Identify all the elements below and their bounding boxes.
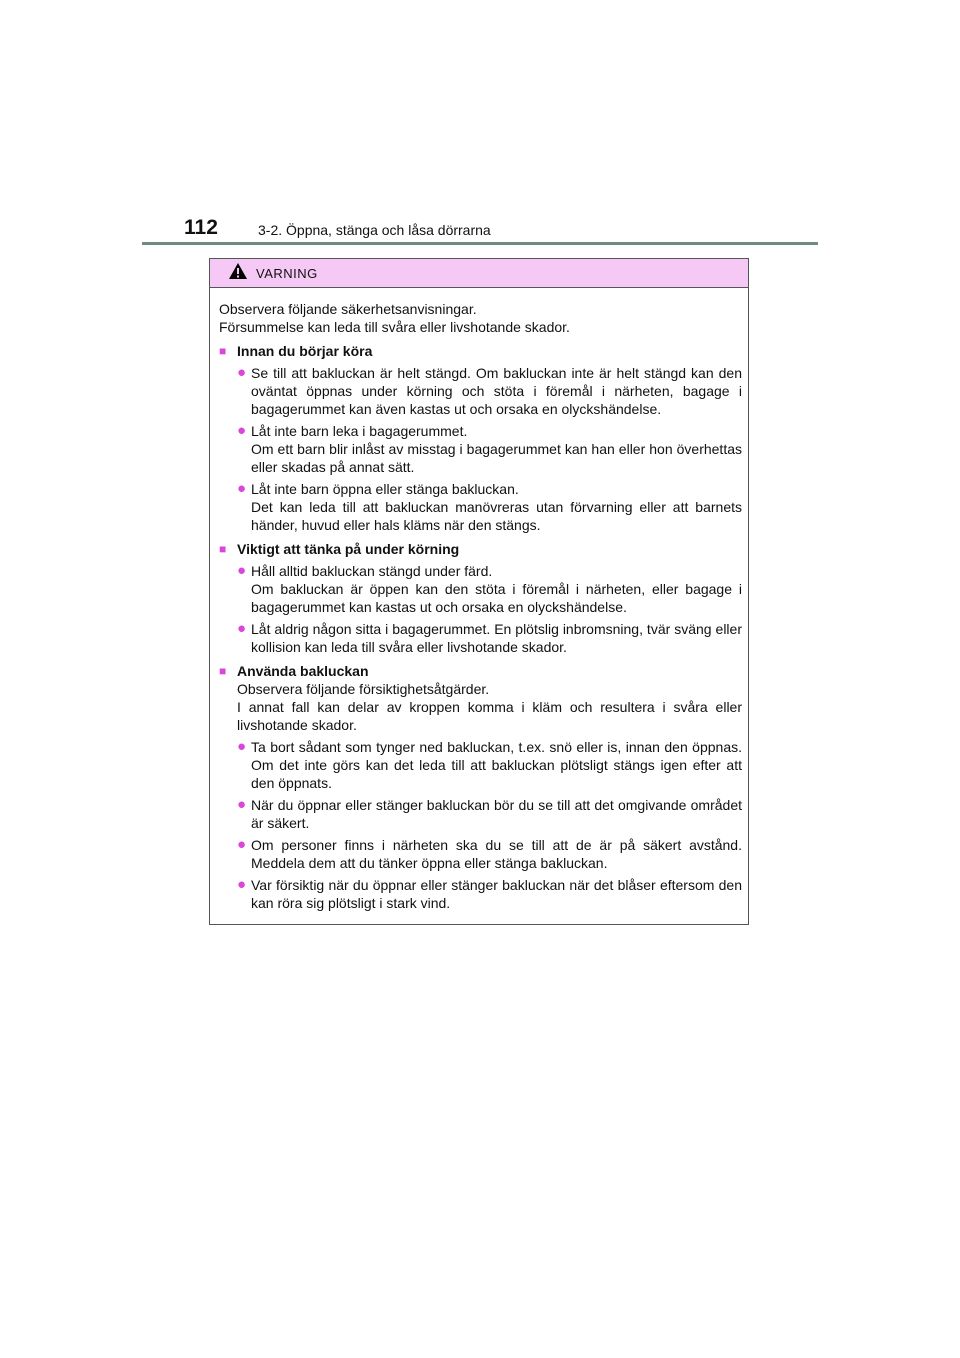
description-line: Observera följande försiktighetsåtgärder. [237,681,490,697]
bullet-item [219,836,742,872]
warning-sections [219,342,742,912]
bullet-text [251,796,742,832]
bullet-line: Om ett barn blir inlåst av misstag i bagagerummet kan han eller hon överhettas eller skadas på annat sätt. [251,441,742,475]
bullet-text [251,738,742,792]
bullet-item [219,876,742,912]
description-line: I annat fall kan delar av kroppen komma i kläm och resultera i svåra eller livshotande skador. [237,699,742,733]
warning-body [210,288,748,912]
bullet-item [219,364,742,418]
bullet-text [251,422,742,476]
warning-triangle-icon [228,262,248,285]
round-bullet-icon: ● [237,364,247,381]
bullet-line: Låt inte barn leka i bagagerummet. [251,423,468,439]
intro-line: Observera följande säkerhetsanvisningar. [219,301,477,317]
section-heading-text: Använda bakluckan [237,663,369,679]
bullet-item [219,738,742,792]
round-bullet-icon: ● [237,422,247,439]
bullet-line: Håll alltid bakluckan stängd under färd. [251,563,493,579]
warning-section [219,540,742,656]
intro-line: Försummelse kan leda till svåra eller livshotande skador. [219,319,570,335]
bullet-line: Se till att bakluckan är helt stängd. Om bakluckan inte är helt stängd kan den oväntat öppnas under körning och stöta i föremål i närheten, bagage i bagagerummet kan även kastas ut och orsaka en olyckshändelse. [251,365,742,417]
bullet-text [251,364,742,418]
bullet-item [219,480,742,534]
bullet-line: Ta bort sådant som tynger ned bakluckan, t.ex. snö eller is, innan den öppnas. Om det inte görs kan det leda till att bakluckan plötsligt stängs igen efter att den öppnats. [251,739,742,791]
warning-section [219,342,742,534]
warning-header [210,259,748,288]
bullet-line: När du öppnar eller stänger bakluckan bör du se till att det omgivande området är säkert. [251,797,742,831]
square-bullet-icon: ■ [219,542,227,556]
bullet-line: Det kan leda till att bakluckan manövreras utan förvarning eller att barnets händer, huvud eller hals kläms när den stängs. [251,499,742,533]
square-bullet-icon: ■ [219,664,227,678]
round-bullet-icon: ● [237,876,247,893]
warning-title: VARNING [256,265,318,281]
page-number: 112 [184,216,218,239]
header-rule [142,242,818,245]
bullet-line: Var försiktig när du öppnar eller stänger bakluckan när det blåser eftersom den kan röra sig plötsligt i stark vind. [251,877,742,911]
bullet-text [251,562,742,616]
round-bullet-icon: ● [237,738,247,755]
warning-box [209,258,749,925]
bullet-line: Om personer finns i närheten ska du se till att de är på säkert avstånd. Meddela dem att du tänker öppna eller stänga bakluckan. [251,837,742,871]
bullet-item [219,796,742,832]
bullet-line: Låt inte barn öppna eller stänga bakluckan. [251,481,519,497]
round-bullet-icon: ● [237,836,247,853]
section-title: 3-2. Öppna, stänga och låsa dörrarna [258,222,491,238]
bullet-item [219,422,742,476]
warning-intro [219,300,742,336]
bullet-text [251,836,742,872]
section-description [219,680,742,734]
section-heading-text: Innan du börjar köra [237,343,373,359]
section-heading [219,662,742,680]
round-bullet-icon: ● [237,796,247,813]
bullet-text [251,620,742,656]
square-bullet-icon: ■ [219,344,227,358]
bullet-line: Låt aldrig någon sitta i bagagerummet. En plötslig inbromsning, tvär sväng eller kollision kan leda till svåra eller livshotande skador. [251,621,742,655]
bullet-item [219,620,742,656]
bullet-line: Om bakluckan är öppen kan den stöta i föremål i närheten, eller bagage i bagagerummet kan kastas ut och orsaka en olyckshändelse. [251,581,742,615]
section-heading [219,540,742,558]
bullet-text [251,480,742,534]
section-heading-text: Viktigt att tänka på under körning [237,541,460,557]
section-heading [219,342,742,360]
bullet-item [219,562,742,616]
bullet-text [251,876,742,912]
warning-section [219,662,742,912]
round-bullet-icon: ● [237,562,247,579]
round-bullet-icon: ● [237,480,247,497]
round-bullet-icon: ● [237,620,247,637]
